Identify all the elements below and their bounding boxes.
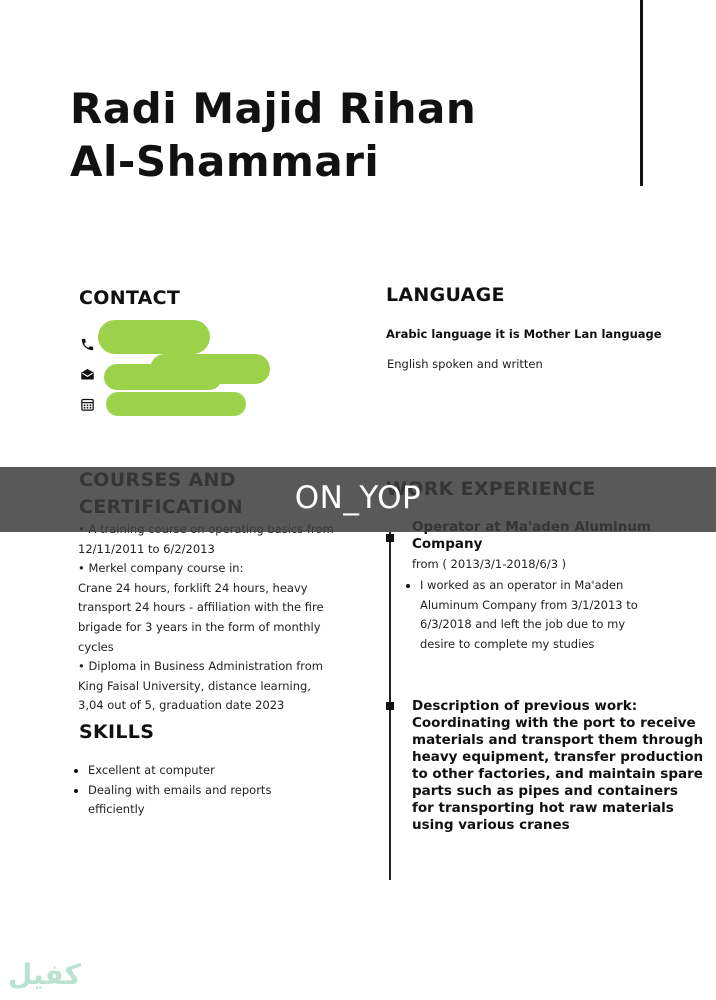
- header-divider-line: [640, 0, 643, 186]
- language-heading: LANGUAGE: [386, 284, 505, 306]
- skills-list: [74, 761, 294, 820]
- watermark-logo: [8, 958, 81, 991]
- courses-line: cycles: [78, 639, 114, 654]
- candidate-name-line1: Radi Majid Rihan: [70, 84, 477, 133]
- candidate-name-line2: Al-Shammari: [70, 137, 380, 186]
- job-duty-item: I worked as an operator in Ma'aden Aluminum Company from 3/1/2013 to 6/3/2018 and left the job due to my desire to complete my studies: [406, 576, 656, 654]
- phone-icon: [79, 336, 95, 352]
- courses-line: King Faisal University, distance learning,: [78, 678, 311, 693]
- job-title-line2: Company: [412, 536, 483, 552]
- skill-item: Dealing with emails and reports efficiently: [74, 781, 294, 820]
- candidate-name: [70, 82, 476, 188]
- courses-line: • Merkel company course in:: [78, 561, 244, 576]
- courses-line: • Diploma in Business Administration from: [78, 659, 323, 674]
- timeline-marker: [386, 702, 394, 710]
- courses-list: [78, 520, 348, 716]
- language-secondary: English spoken and written: [387, 357, 543, 371]
- skills-heading: SKILLS: [79, 721, 155, 743]
- job-duties: [406, 576, 656, 654]
- redacted-phone: [98, 320, 210, 354]
- calendar-icon: [79, 396, 95, 412]
- contact-heading: CONTACT: [79, 287, 181, 309]
- courses-line: Crane 24 hours, forklift 24 hours, heavy: [78, 580, 308, 595]
- job-dates: from ( 2013/3/1-2018/6/3 ): [412, 557, 567, 571]
- overlay-banner-text: ON_YOP: [294, 480, 422, 516]
- job-description: Description of previous work: Coordinating with the port to receive materials and transport them through heavy equipment, transfer production to other factories, and maintain spare parts such as pipes and containers for transporting hot raw materials using various cranes: [412, 698, 704, 833]
- courses-line: 3,04 out of 5, graduation date 2023: [78, 698, 285, 713]
- watermark-logo-text: كفيل: [8, 958, 81, 991]
- courses-line: transport 24 hours - affiliation with the fire: [78, 600, 324, 615]
- skill-item: Excellent at computer: [74, 761, 294, 781]
- language-primary: Arabic language it is Mother Lan language: [386, 327, 662, 341]
- redacted-email: [104, 364, 222, 390]
- courses-line: brigade for 3 years in the form of monthly: [78, 619, 321, 634]
- timeline-marker: [386, 534, 394, 542]
- courses-line: 12/11/2011 to 6/2/2013: [78, 541, 215, 556]
- envelope-icon: [79, 366, 95, 382]
- redacted-birthdate: [106, 392, 246, 416]
